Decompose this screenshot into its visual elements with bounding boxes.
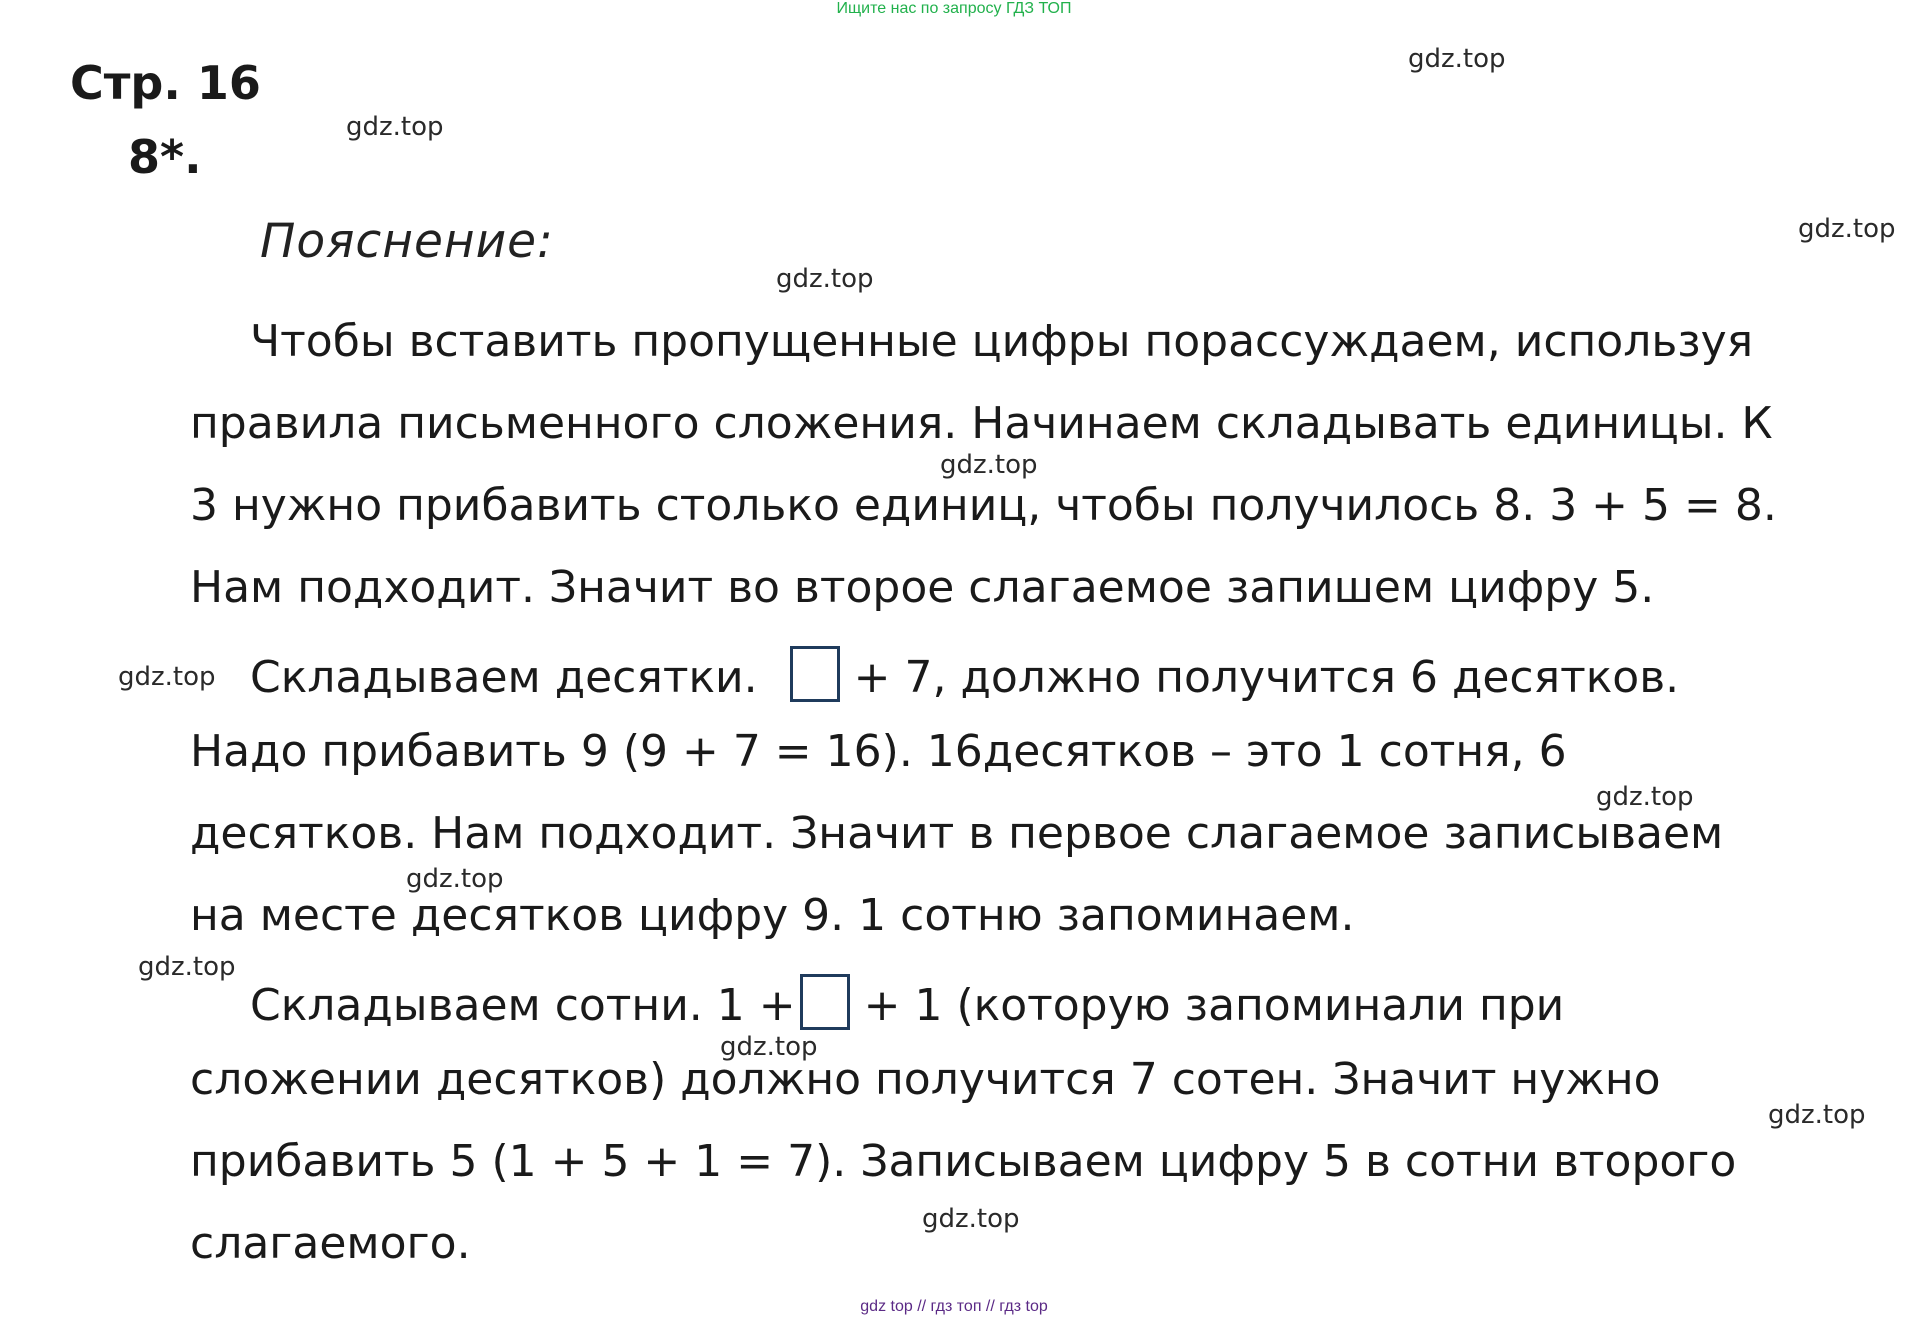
empty-digit-box — [800, 974, 850, 1030]
text-line-1: Чтобы вставить пропущенные цифры порассуждаем, используя — [250, 316, 1754, 367]
watermark: gdz.top — [346, 112, 444, 142]
footer-links: gdz top // гдз топ // гдз top — [860, 1298, 1048, 1315]
watermark: gdz.top — [720, 1032, 818, 1062]
text-line-12: слагаемого. — [190, 1218, 471, 1269]
text-hundreds-intro: Складываем сотни. 1 + — [250, 980, 796, 1031]
watermark: gdz.top — [138, 952, 236, 982]
explanation-heading: Пояснение: — [260, 214, 554, 269]
text-line-2: правила письменного сложения. Начинаем складывать единицы. К — [190, 398, 1773, 449]
empty-digit-box — [790, 646, 840, 702]
watermark: gdz.top — [118, 662, 216, 692]
watermark: gdz.top — [1768, 1100, 1866, 1130]
text-line-10: сложении десятков) должно получится 7 сотен. Значит нужно — [190, 1054, 1661, 1105]
watermark: gdz.top — [922, 1204, 1020, 1234]
watermark: gdz.top — [1596, 782, 1694, 812]
top-banner: Ищите нас по запросу ГДЗ ТОП — [836, 0, 1072, 17]
watermark: gdz.top — [776, 264, 874, 294]
text-line-9 — [250, 974, 1564, 1030]
text-line-6: Надо прибавить 9 (9 + 7 = 16). 16десятков – это 1 сотня, 6 — [190, 726, 1567, 777]
watermark: gdz.top — [1798, 214, 1896, 244]
text-line-7: десятков. Нам подходит. Значит в первое слагаемое записываем — [190, 808, 1724, 859]
text-line-4: Нам подходит. Значит во второе слагаемое запишем цифру 5. — [190, 562, 1655, 613]
text-line-3: 3 нужно прибавить столько единиц, чтобы получилось 8. 3 + 5 = 8. — [190, 480, 1777, 531]
text-tens-intro: Складываем десятки. — [250, 652, 758, 703]
text-line-8: на месте десятков цифру 9. 1 сотню запоминаем. — [190, 890, 1355, 941]
watermark: gdz.top — [940, 450, 1038, 480]
watermark: gdz.top — [406, 864, 504, 894]
watermark: gdz.top — [1408, 44, 1506, 74]
page-title: Стр. 16 — [70, 56, 261, 110]
text-line-11: прибавить 5 (1 + 5 + 1 = 7). Записываем цифру 5 в сотни второго — [190, 1136, 1737, 1187]
text-tens-rest: + 7, должно получится 6 десятков. — [853, 652, 1680, 703]
text-line-5 — [250, 646, 1679, 702]
text-hundreds-rest: + 1 (которую запоминали при — [863, 980, 1565, 1031]
task-number: 8*. — [128, 130, 202, 184]
